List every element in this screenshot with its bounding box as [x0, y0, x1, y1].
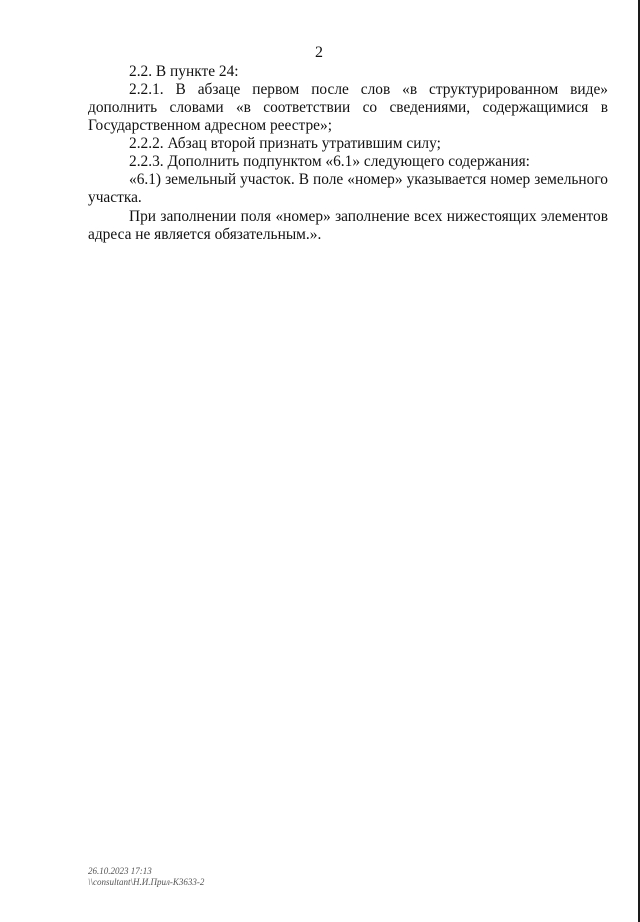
footer-document-code: \\consultant\Н.И.Прил-К3633-2	[88, 877, 205, 887]
paragraph-6-1: «6.1) земельный участок. В поле «номер» указывается номер земельного участка.	[88, 171, 608, 206]
page-number: 2	[315, 44, 323, 61]
document-footer	[88, 866, 204, 888]
footer-timestamp: 26.10.2023 17:13	[88, 866, 152, 876]
paragraph-2-2-3: 2.2.3. Дополнить подпунктом «6.1» следующего содержания:	[129, 153, 530, 170]
paragraph-2-2-2: 2.2.2. Абзац второй признать утратившим силу;	[129, 135, 441, 152]
document-body	[88, 63, 608, 244]
paragraph-2-2-1: 2.2.1. В абзаце первом после слов «в структурированном виде» дополнить словами «в соответствии со сведениями, содержащимися в Государственном адресном реестре»;	[88, 81, 608, 134]
paragraph-number-field-note: При заполнении поля «номер» заполнение всех нижестоящих элементов адреса не является обязательным.».	[88, 208, 608, 243]
paragraph-2-2: 2.2. В пункте 24:	[129, 63, 239, 80]
